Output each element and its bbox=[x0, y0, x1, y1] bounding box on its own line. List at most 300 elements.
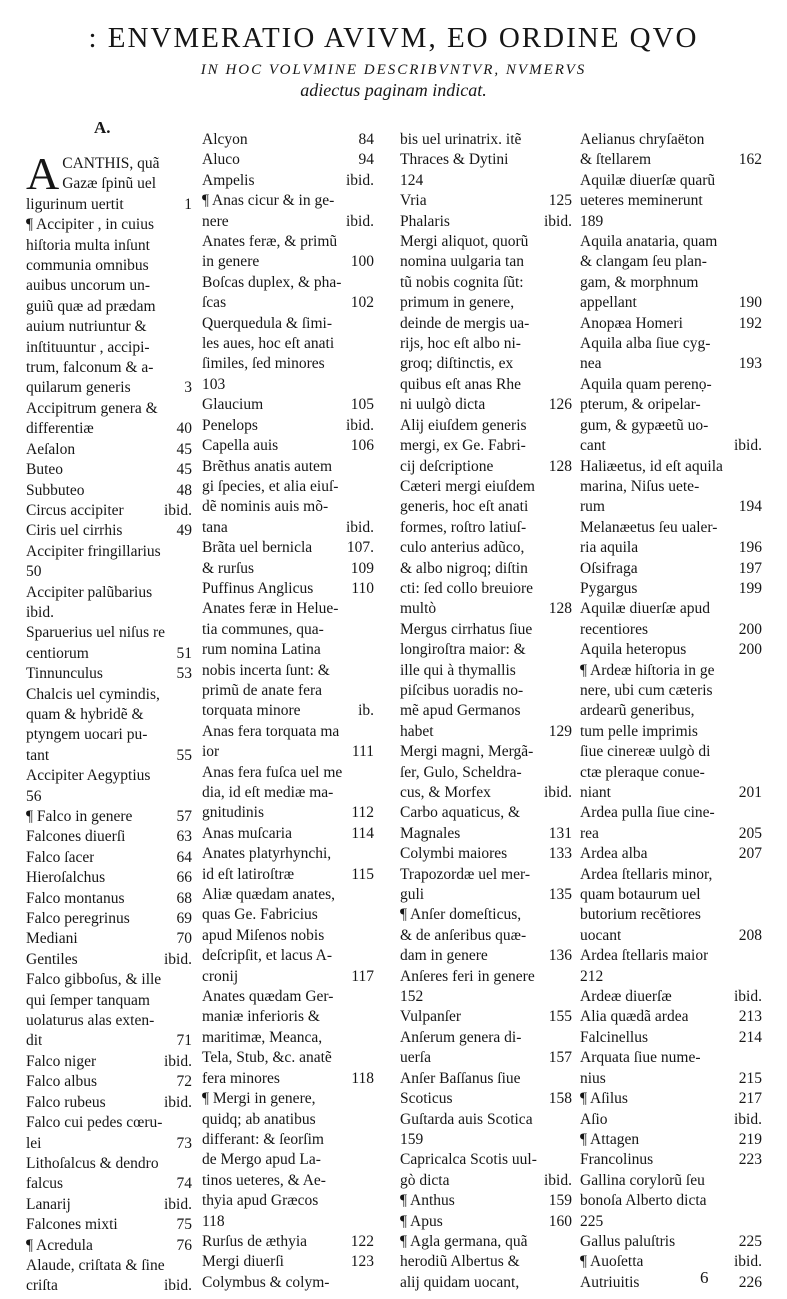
entry-text: nea bbox=[580, 355, 602, 373]
entry-text: Accipiter fringillarius bbox=[26, 542, 161, 560]
entry-text: Rurſus de æthyia bbox=[202, 1232, 308, 1250]
entry-text: ¶ Acredula bbox=[26, 1236, 93, 1254]
index-entry bbox=[400, 1130, 572, 1150]
index-entry bbox=[202, 987, 374, 1007]
index-entry bbox=[580, 395, 762, 415]
entry-text: ſiue cinereæ uulgò di bbox=[580, 743, 711, 761]
entry-text: ¶ Ardeæ hiſtoria in ge bbox=[580, 661, 715, 679]
index-entry bbox=[26, 481, 192, 501]
entry-page-ref: 45 bbox=[176, 461, 192, 479]
entry-text: Falco cui pedes cœru- bbox=[26, 1114, 163, 1132]
index-entry bbox=[580, 926, 762, 946]
entry-text: Alia quædã ardea bbox=[580, 1008, 689, 1026]
entry-text: butorium recẽtiores bbox=[580, 906, 701, 924]
entry-text: ille qui à thymallis bbox=[400, 661, 516, 679]
entry-page-ref: 111 bbox=[351, 743, 374, 761]
entry-page-ref: 55 bbox=[176, 746, 192, 764]
entry-page-ref: 112 bbox=[351, 804, 374, 822]
entry-text: Arquata ſiue nume- bbox=[580, 1049, 701, 1067]
entry-page-ref: 128 bbox=[548, 600, 572, 618]
entry-text: Falco niger bbox=[26, 1052, 97, 1070]
entry-text: auium nutriuntur & bbox=[26, 318, 147, 336]
entry-text: Accipiter palũbarius bbox=[26, 583, 153, 601]
entry-text: les aues, hoc eſt anati bbox=[202, 335, 335, 353]
index-entry bbox=[400, 1252, 572, 1272]
entry-page-ref: 66 bbox=[176, 869, 192, 887]
entry-text: Gentiles bbox=[26, 950, 78, 968]
index-entry bbox=[26, 501, 192, 521]
entry-text: Falco peregrinus bbox=[26, 910, 130, 928]
entry-text: tant bbox=[26, 746, 50, 764]
index-entry bbox=[580, 497, 762, 517]
index-entry bbox=[400, 967, 572, 987]
index-entry bbox=[580, 334, 762, 354]
index-entry bbox=[400, 987, 572, 1007]
entry-page-ref: 94 bbox=[358, 151, 374, 169]
index-entry bbox=[400, 252, 572, 272]
entry-text: Ardeæ diuerſæ bbox=[580, 988, 672, 1006]
entry-text: tana bbox=[202, 518, 228, 536]
entry-text: dia, id eſt mediæ ma- bbox=[202, 784, 334, 801]
index-entry bbox=[400, 457, 572, 477]
index-entry bbox=[400, 273, 572, 293]
entry-text: 212 bbox=[580, 967, 604, 985]
entry-text: Thraces & Dytini bbox=[400, 151, 509, 169]
entry-text: Guſtarda auis Scotica bbox=[400, 1110, 533, 1128]
index-entry bbox=[26, 889, 192, 909]
index-entry bbox=[202, 885, 374, 905]
entry-page-ref: ibid. bbox=[734, 1110, 762, 1128]
index-entry bbox=[26, 1256, 192, 1276]
index-entry bbox=[202, 395, 374, 415]
entry-text: ctæ pleraque conue- bbox=[580, 763, 705, 781]
entry-text: Tinnunculus bbox=[26, 665, 103, 683]
entry-text: deinde de mergis ua- bbox=[400, 314, 530, 332]
entry-page-ref: 71 bbox=[176, 1032, 192, 1050]
entry-text: ni uulgò dicta bbox=[400, 396, 486, 414]
entry-text: nomina uulgaria tan bbox=[400, 253, 524, 271]
entry-text: Haliæetus, id eſt aquila bbox=[580, 457, 723, 475]
index-entry bbox=[26, 1072, 192, 1092]
index-entry bbox=[202, 1212, 374, 1232]
index-entry bbox=[202, 946, 374, 966]
index-entry bbox=[26, 297, 192, 317]
index-entry bbox=[580, 273, 762, 293]
entry-page-ref: 74 bbox=[176, 1175, 192, 1193]
entry-text: mergi, ex Ge. Fabri- bbox=[400, 437, 526, 455]
column-1-entries bbox=[26, 174, 192, 1296]
entry-text: 56 bbox=[26, 787, 42, 805]
entry-page-ref: 53 bbox=[176, 665, 192, 683]
index-column-4 bbox=[580, 130, 762, 1293]
entry-text: tinos ueteres, & Ae- bbox=[202, 1171, 326, 1189]
entry-text: quibus eſt anas Rhe bbox=[400, 375, 521, 393]
entry-page-ref: 213 bbox=[738, 1008, 762, 1026]
entry-text: Falcinellus bbox=[580, 1028, 649, 1046]
entry-text: Mergi diuerſi bbox=[202, 1253, 284, 1271]
entry-page-ref: 57 bbox=[176, 808, 192, 825]
entry-text: Aquilæ diuerſæ quarũ bbox=[580, 171, 716, 189]
entry-text: Vulpanſer bbox=[400, 1008, 462, 1026]
index-entry bbox=[580, 1089, 762, 1109]
index-entry bbox=[26, 746, 192, 766]
index-entry bbox=[580, 865, 762, 885]
entry-text: ior bbox=[202, 743, 220, 761]
index-entry bbox=[26, 1011, 192, 1031]
index-entry bbox=[26, 848, 192, 868]
entry-text: hiſtoria multa inſunt bbox=[26, 236, 150, 254]
index-entry bbox=[400, 477, 572, 497]
index-entry bbox=[202, 293, 374, 313]
index-entry bbox=[580, 701, 762, 721]
entry-page-ref: 208 bbox=[738, 926, 762, 944]
entry-text: de Mergo apud La- bbox=[202, 1151, 321, 1169]
index-entry bbox=[202, 150, 374, 170]
entry-text: Anas muſcaria bbox=[202, 824, 292, 842]
entry-text: thyia apud Græcos bbox=[202, 1192, 319, 1210]
index-entry bbox=[580, 1273, 762, 1293]
index-entry bbox=[26, 603, 192, 623]
index-entry bbox=[400, 640, 572, 660]
entry-text: appellant bbox=[580, 294, 637, 312]
index-entry bbox=[202, 1007, 374, 1027]
entry-text: nobis incerta ſunt: & bbox=[202, 661, 330, 679]
entry-page-ref: ibid. bbox=[164, 1195, 192, 1213]
entry-page-ref: 49 bbox=[176, 522, 192, 540]
entry-text: tũ nobis cognita ſũt: bbox=[400, 273, 524, 291]
entry-text: ¶ Attagen bbox=[580, 1130, 640, 1148]
index-entry bbox=[400, 865, 572, 885]
entry-text: Hieroſalchus bbox=[26, 869, 106, 887]
entry-page-ref: ibid. bbox=[164, 1277, 192, 1295]
entry-text: bonoſa Alberto dicta bbox=[580, 1192, 707, 1210]
index-entry bbox=[26, 1236, 192, 1256]
index-entry bbox=[580, 150, 762, 170]
index-entry bbox=[202, 1089, 374, 1109]
index-entry bbox=[202, 273, 374, 293]
entry-text: ardearũ generibus, bbox=[580, 702, 695, 720]
entry-page-ref: 158 bbox=[548, 1090, 572, 1108]
index-entry bbox=[26, 399, 192, 419]
index-entry bbox=[26, 236, 192, 256]
index-entry bbox=[400, 1007, 572, 1027]
entry-page-ref: 114 bbox=[351, 824, 374, 842]
entry-page-ref: 190 bbox=[738, 294, 762, 312]
entry-text: piſcibus uoradis no- bbox=[400, 681, 524, 699]
index-entry bbox=[202, 559, 374, 579]
entry-text: Aquilæ diuerſæ apud bbox=[580, 600, 711, 618]
index-entry bbox=[580, 1130, 762, 1150]
entry-text: Falco albus bbox=[26, 1073, 98, 1091]
entry-page-ref: 196 bbox=[738, 539, 762, 557]
entry-text: Autriuitis bbox=[580, 1273, 640, 1291]
index-entry bbox=[580, 905, 762, 925]
entry-text: apud Miſenos nobis bbox=[202, 926, 325, 944]
index-entry bbox=[400, 885, 572, 905]
index-entry bbox=[202, 579, 374, 599]
entry-text: Penelops bbox=[202, 416, 258, 434]
index-entry bbox=[202, 1191, 374, 1211]
entry-text: guiũ quæ ad prædam bbox=[26, 297, 156, 315]
index-entry bbox=[580, 1232, 762, 1252]
entry-page-ref: 214 bbox=[738, 1028, 762, 1046]
index-entry bbox=[580, 1252, 762, 1272]
entry-page-ref: 109 bbox=[350, 559, 374, 577]
entry-page-ref: 123 bbox=[350, 1253, 374, 1271]
entry-text: Colymbi maiores bbox=[400, 845, 508, 863]
entry-page-ref: 115 bbox=[351, 865, 374, 883]
index-entry bbox=[202, 783, 374, 803]
index-entry bbox=[202, 1130, 374, 1150]
index-entry bbox=[400, 232, 572, 252]
index-entry bbox=[202, 1028, 374, 1048]
entry-page-ref: 225 bbox=[738, 1232, 762, 1250]
index-entry bbox=[202, 477, 374, 497]
entry-text: uerſa bbox=[400, 1049, 431, 1067]
entry-text: differentiæ bbox=[26, 420, 94, 438]
entry-text: rijs, hoc eſt albo ni- bbox=[400, 335, 521, 353]
entry-text: ¶ Falco in genere bbox=[26, 808, 133, 825]
entry-text: Mergi magni, Mergã- bbox=[400, 743, 534, 761]
index-entry bbox=[580, 579, 762, 599]
entry-text: bis uel urinatrix. itẽ bbox=[400, 131, 522, 148]
index-entry bbox=[400, 1069, 572, 1089]
entry-text: cronij bbox=[202, 967, 239, 985]
entry-page-ref: 40 bbox=[176, 420, 192, 438]
index-entry bbox=[26, 419, 192, 439]
entry-text: quidq; ab anatibus bbox=[202, 1110, 316, 1128]
index-entry bbox=[580, 640, 762, 660]
index-entry bbox=[202, 212, 374, 232]
entry-text: Aquila alba ſiue cyg- bbox=[580, 335, 711, 353]
entry-text: mẽ apud Germanos bbox=[400, 702, 521, 720]
index-entry bbox=[26, 827, 192, 847]
entry-text: & ſtellarem bbox=[580, 151, 652, 169]
index-entry bbox=[26, 1093, 192, 1113]
entry-page-ref: 205 bbox=[738, 824, 762, 842]
index-entry bbox=[400, 681, 572, 701]
entry-text: ¶ Agla germana, quã bbox=[400, 1232, 528, 1250]
index-entry bbox=[400, 946, 572, 966]
entry-text: Alcyon bbox=[202, 131, 248, 148]
entry-text: Magnales bbox=[400, 824, 461, 842]
index-entry bbox=[202, 661, 374, 681]
entry-page-ref: 48 bbox=[176, 481, 192, 499]
entry-text: nius bbox=[580, 1069, 606, 1087]
index-entry bbox=[400, 436, 572, 456]
index-entry bbox=[202, 457, 374, 477]
entry-page-ref: ibid. bbox=[164, 501, 192, 519]
entry-page-ref: 129 bbox=[548, 722, 572, 740]
index-entry bbox=[400, 824, 572, 844]
entry-text: centiorum bbox=[26, 644, 89, 662]
index-entry bbox=[26, 338, 192, 358]
entry-text: Gazæ ſpinũ uel bbox=[62, 175, 157, 193]
entry-text: gum, & gypæetũ uo- bbox=[580, 416, 709, 434]
entry-page-ref: 73 bbox=[176, 1134, 192, 1152]
index-entry bbox=[400, 1171, 572, 1191]
entry-text: Falcones mixti bbox=[26, 1216, 118, 1234]
index-entry bbox=[400, 701, 572, 721]
entry-text: ¶ Apus bbox=[400, 1212, 443, 1230]
entry-text: ibid. bbox=[26, 603, 54, 621]
index-entry bbox=[26, 970, 192, 990]
entry-text: ſer, Gulo, Scheldra- bbox=[400, 763, 522, 781]
index-entry bbox=[26, 256, 192, 276]
entry-page-ref: 122 bbox=[350, 1232, 374, 1250]
entry-text: communia omnibus bbox=[26, 257, 149, 275]
entry-text: Anſerum genera di- bbox=[400, 1028, 522, 1046]
index-entry bbox=[580, 681, 762, 701]
entry-text: & rurſus bbox=[202, 559, 255, 577]
entry-text: criſta bbox=[26, 1277, 58, 1295]
index-entry bbox=[400, 579, 572, 599]
entry-text: Carbo aquaticus, & bbox=[400, 804, 521, 822]
index-entry bbox=[580, 783, 762, 803]
index-entry bbox=[580, 987, 762, 1007]
entry-text: trum, falconum & a- bbox=[26, 359, 154, 377]
index-entry bbox=[202, 701, 374, 721]
entry-page-ref: 110 bbox=[351, 579, 374, 597]
entry-text: Aquila heteropus bbox=[580, 641, 687, 659]
entry-text: Gallina corylorũ ſeu bbox=[580, 1171, 705, 1189]
index-entry bbox=[202, 620, 374, 640]
entry-text: in genere bbox=[202, 253, 260, 271]
index-entry bbox=[400, 1273, 572, 1293]
index-entry bbox=[400, 1028, 572, 1048]
entry-text: ¶ Aſilus bbox=[580, 1090, 628, 1108]
entry-text: Brãta uel bernicla bbox=[202, 539, 313, 557]
entry-page-ref: ibid. bbox=[346, 171, 374, 189]
entry-page-ref: 159 bbox=[548, 1192, 572, 1210]
entry-text: cij deſcriptione bbox=[400, 457, 494, 475]
index-entry bbox=[202, 865, 374, 885]
entry-text: guli bbox=[400, 886, 425, 904]
index-entry bbox=[400, 559, 572, 579]
entry-page-ref: ibid. bbox=[544, 1171, 572, 1189]
entry-text: recentiores bbox=[580, 620, 648, 638]
entry-page-ref: 217 bbox=[738, 1090, 762, 1108]
entry-page-ref: ibid. bbox=[346, 212, 374, 230]
index-entry bbox=[202, 416, 374, 436]
index-entry bbox=[62, 174, 192, 194]
entry-text: Falco montanus bbox=[26, 889, 125, 907]
index-entry bbox=[580, 477, 762, 497]
entry-text: & albo nigroq; diſtin bbox=[400, 559, 528, 577]
entry-text: Querquedula & ſimi- bbox=[202, 314, 332, 332]
index-entry bbox=[580, 130, 762, 150]
entry-text: Aſio bbox=[580, 1110, 608, 1128]
index-entry bbox=[202, 375, 374, 395]
entry-page-ref: 69 bbox=[176, 910, 192, 928]
page-subtitle-line2: adiectus paginam indicat. bbox=[300, 80, 487, 100]
entry-text: torquata minore bbox=[202, 702, 301, 720]
entry-text: Capella auis bbox=[202, 437, 279, 455]
entry-text: ¶ Anas cicur & in ge- bbox=[202, 192, 335, 210]
entry-text: lei bbox=[26, 1134, 42, 1152]
index-entry bbox=[400, 661, 572, 681]
index-entry bbox=[580, 1212, 762, 1232]
entry-text: Gallus paluſtris bbox=[580, 1232, 676, 1250]
index-entry bbox=[580, 722, 762, 742]
entry-text: maritimæ, Meanca, bbox=[202, 1028, 323, 1046]
index-entry bbox=[400, 1212, 572, 1232]
entry-text: Oſsifraga bbox=[580, 559, 638, 577]
index-entry bbox=[202, 1048, 374, 1068]
entry-page-ref: 133 bbox=[548, 845, 572, 863]
index-entry bbox=[580, 885, 762, 905]
page-number: 6 bbox=[700, 1268, 709, 1287]
index-entry bbox=[400, 742, 572, 762]
entry-text: Pygargus bbox=[580, 579, 638, 597]
index-entry bbox=[202, 824, 374, 844]
index-entry bbox=[26, 909, 192, 929]
entry-text: CANTHIS, quã bbox=[62, 155, 160, 172]
index-entry bbox=[580, 375, 762, 395]
entry-text: rum bbox=[580, 498, 605, 516]
entry-text: pterum, & oripelar- bbox=[580, 396, 701, 414]
index-entry bbox=[400, 1048, 572, 1068]
entry-text: & de anſeribus quæ- bbox=[400, 926, 527, 944]
entry-text: Mergus cirrhatus ſiue bbox=[400, 620, 533, 638]
index-entry bbox=[400, 150, 572, 170]
index-entry bbox=[26, 215, 192, 235]
entry-text: ¶ Anſer domeſticus, bbox=[400, 906, 522, 924]
index-entry bbox=[580, 844, 762, 864]
index-entry bbox=[26, 1276, 192, 1296]
index-entry bbox=[202, 130, 374, 150]
index-entry bbox=[202, 314, 374, 334]
index-entry bbox=[202, 191, 374, 211]
entry-text: Lanarij bbox=[26, 1195, 71, 1213]
entry-text: ptyngem uocari pu- bbox=[26, 726, 148, 744]
entry-page-ref: 128 bbox=[548, 457, 572, 475]
index-entry bbox=[400, 497, 572, 517]
entry-text: Anas fera torquata ma bbox=[202, 722, 340, 740]
drop-cap: A bbox=[26, 148, 60, 199]
entry-page-ref: 106 bbox=[350, 437, 374, 455]
entry-text: maniæ inferioris & bbox=[202, 1008, 320, 1026]
index-entry bbox=[400, 518, 572, 538]
index-entry bbox=[580, 314, 762, 334]
index-column-2 bbox=[202, 130, 374, 1293]
entry-text: Trapozordæ uel mer- bbox=[400, 865, 530, 883]
entry-page-ref: 118 bbox=[351, 1069, 374, 1087]
entry-text: culo anterius adũco, bbox=[400, 539, 525, 557]
entry-text: 124 bbox=[400, 171, 424, 189]
index-column-1 bbox=[26, 148, 192, 1297]
entry-text: ¶ Anthus bbox=[400, 1192, 455, 1210]
entry-text: Brẽthus anatis autem bbox=[202, 457, 332, 475]
index-entry bbox=[26, 1031, 192, 1051]
entry-text: Ardea ſtellaris minor, bbox=[580, 865, 713, 883]
entry-page-ref: 226 bbox=[738, 1273, 762, 1291]
entry-text: Melanæetus ſeu ualer- bbox=[580, 518, 718, 536]
index-entry bbox=[202, 681, 374, 701]
entry-text: Anates platyrhynchi, bbox=[202, 845, 332, 863]
index-entry bbox=[580, 212, 762, 232]
entry-text: tum pelle imprimis bbox=[580, 722, 698, 740]
entry-page-ref: ibid. bbox=[544, 784, 572, 801]
entry-page-ref: 215 bbox=[738, 1069, 762, 1087]
index-entry bbox=[26, 1154, 192, 1174]
entry-page-ref: 102 bbox=[350, 294, 374, 312]
entry-page-ref: ibid. bbox=[164, 950, 192, 968]
entry-page-ref: 70 bbox=[176, 930, 192, 948]
entry-page-ref: 193 bbox=[738, 355, 762, 373]
entry-page-ref: 194 bbox=[738, 498, 762, 516]
entry-text: cus, & Morfex bbox=[400, 784, 491, 801]
